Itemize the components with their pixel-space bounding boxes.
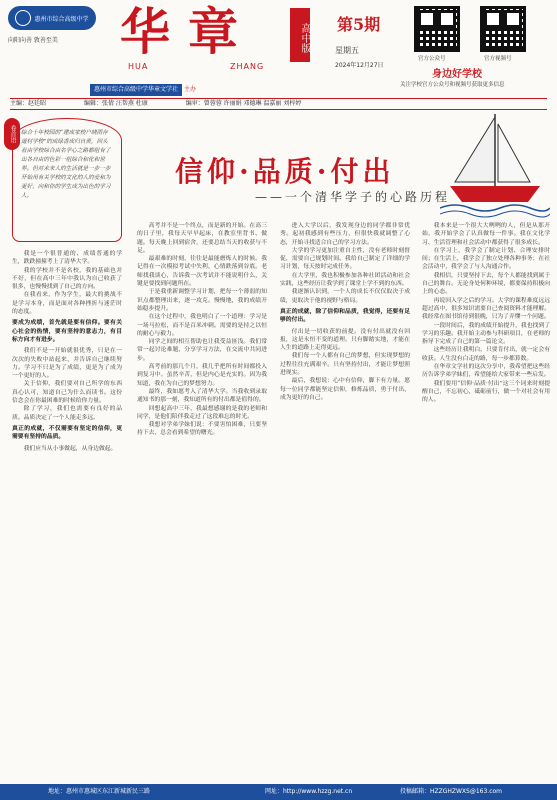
- article-paragraph: 在华章文学社的这次分享中，我希望把这些经历告诉学弟学妹们，希望能给大家带来一些启发。: [422, 364, 550, 379]
- article-subheadline: ——一个清华学子的心路历程: [255, 190, 451, 204]
- masthead-title-char-2: 章: [188, 2, 256, 61]
- article-paragraph: 除了学习，我们也需要有良好的品质。品质决定了一个人能走多远。: [12, 406, 122, 421]
- article-paragraph: 于是我重新调整学习计划，把每一个薄弱的知识点都整理出来，逐一攻克。慢慢地，我的成绩开始稳步提升。: [137, 289, 267, 312]
- article-paragraph: 高考前的那几个月，我几乎把所有时间都投入到复习中。虽然辛苦，但是内心是充实的。因为我知道，我在为自己的梦想努力。: [137, 364, 267, 387]
- chief-editor: 主编：赵廷昭: [10, 100, 47, 107]
- article-column-2: [137, 222, 267, 772]
- wechat-account-qr-code[interactable]: [414, 6, 460, 52]
- editor-note-box: [12, 118, 122, 242]
- article-column-3: [280, 222, 410, 772]
- article-paragraph: 大学的学习更加注重自主性，没有老师时刻督促，需要自己规划时间。我给自己制定了详细的学习计划，每天按时完成任务。: [280, 247, 410, 271]
- sailboat-illustration: [440, 112, 550, 222]
- article-paragraph: 一段时间后，我的成绩开始提升，我也找到了学习的乐趣。我开始主动参与科研项目，在老师的指导下完成了自己的第一篇论文。: [422, 322, 550, 346]
- sponsor-suffix: 主办: [184, 86, 197, 93]
- article-column-1: [12, 250, 122, 772]
- school-logo-badge: [8, 6, 96, 30]
- article-paragraph: 这些经历让我明白，只要肯付出，就一定会有收获。人生没有白走的路，每一步都算数。: [422, 347, 550, 362]
- article-paragraph: 在这个过程中，我也明白了一个道理：学习是一场马拉松，而不是百米冲刺。需要的是持之以恒的耐心与毅力。: [137, 314, 267, 337]
- footer-website[interactable]: 网址：http://www.hzzg.net.cn: [265, 788, 353, 795]
- article-paragraph: 我们要用“信仰·品质·付出”这三个词来时刻提醒自己，不忘初心，砥砺前行，做一个对社会有用的人。: [422, 380, 550, 404]
- editor-note-text: 综合十年校园的“建成家校户晓雨存道村学校”的成绿香成归自责，回头看由学校综合由名学心之路都组有了出各自由的色彩一组综合和化和世界。但对未来人的生活就是一步一步开始用有关学校的文化的人的爱和为更好，向和你的学生成为出色的学习人。: [21, 130, 111, 199]
- article-paragraph: 我是一个很普通的、成绩普通的学生，跌跌撞撞考上了清华大学。: [12, 251, 122, 266]
- reviewers: 编审：曾蓉蓉 许丽娟 邓德琳 温嘉丽 刘梓婷: [185, 100, 302, 107]
- qr-label-video-account: 官方视频号: [484, 56, 512, 62]
- article-pull-quote: 真正的成就，除了信仰和品质，我觉得，还要有足够的付出。: [280, 308, 410, 324]
- sponsor-bar: [90, 84, 320, 96]
- editor-note-badge: 卷首语: [4, 118, 20, 150]
- footer-address: 地址：惠州市惠城区东江新城新民三路: [48, 788, 151, 795]
- article-paragraph: 再说回入学之后的学习。大学的课程难度远远超过高中，很多知识需要自己查阅资料才能理解。我经常在图书馆待到很晚，只为了弄懂一个问题。: [422, 297, 550, 321]
- article-paragraph: 关于信仰，我们要对自己所学的东西真心认可，知道自己为什么而读书。这份信念会在你最困难的时候给你力量。: [12, 381, 122, 405]
- article-pull-quote: 真正的成就，不仅需要有坚定的信仰，更需要有坚持的品质。: [12, 425, 122, 441]
- video-account-qr-code[interactable]: [480, 6, 526, 52]
- article-paragraph: 我逐渐认识到，一个人的成长不仅仅取决于成绩，更取决于他的视野与格局。: [280, 289, 410, 304]
- school-badge-text: 惠州市综合高级中学: [34, 15, 89, 23]
- page-footer: [0, 784, 557, 800]
- article-paragraph: 我们不是一开始就很优秀，只是在一次次的失败中站起来，并告诉自己继续努力。学习不只是为了成绩，更是为了成为一个更好的人。: [12, 348, 122, 380]
- qr-label-official-account: 官方公众号: [418, 56, 446, 62]
- article-paragraph: 我相信，只要坚持下去，每个人都能找到属于自己的舞台。无论身处何种环境，都要保持积极向上的心态。: [422, 272, 550, 296]
- article-paragraph: 在学习上，我学会了制定计划、合理安排时间；在生活上，我学会了独立处理各种事务；在社会活动中，我学会了与人沟通合作。: [422, 247, 550, 271]
- article-paragraph: 我们应当从小事做起，从身边做起。: [23, 445, 117, 452]
- article-paragraph: 进入大学以后，我发现身边的同学都非常优秀。起初我感到有些压力，但很快我就调整了心态，开始寻找适合自己的学习方法。: [280, 223, 410, 246]
- follow-subtitle: 关注学校官方公众号和视频号获取更多信息: [400, 82, 505, 88]
- article-paragraph: 最终，我如愿考入了清华大学。当我收到录取通知书的那一刻，我知道所有的付出都是值得的。: [137, 388, 267, 404]
- article-column-4: [422, 222, 550, 772]
- article-paragraph: 最艰难的时刻，往往是最能磨炼人的时候。我记得在一次模拟考试中失利，心情跌落到谷底。老师找我谈心，告诉我一次考试并不能说明什么，关键是要找到问题所在。: [137, 256, 267, 288]
- masthead-pinyin-1: HUA: [128, 62, 149, 71]
- article-paragraph: 我的学校并不是名校，我的基础也并不好，但在高中三年中我认为自己收获了很多，也慢慢找到了自己的方向。: [12, 267, 122, 291]
- school-motto: 向阳向善 敦善至美: [8, 37, 58, 44]
- issue-weekday: 星期五: [335, 46, 359, 55]
- article-paragraph: 我想对学弟学妹们说：不要害怕困难，只要坚持下去，总会看到希望的曙光。: [137, 422, 267, 437]
- article-paragraph: 高考并不是一个终点，而是新的开始。在高三的日子里，我每天早早起床，在教室里背书、做题。每天晚上回到宿舍，还要总结当天的收获与不足。: [137, 223, 267, 254]
- staff-credits: [10, 98, 547, 110]
- article-headline: 信仰·品质·付出: [175, 155, 395, 188]
- article-paragraph: 我们每一个人都有自己的梦想，但实现梦想的过程往往充满艰辛。只有坚持付出，才能让梦想照进现实。: [280, 353, 410, 377]
- article-paragraph: 最后，我想说：心中有信仰，脚下有力量。愿每一位同学都能坚定信仰，修炼品质，勇于付出，成为更好的自己。: [280, 378, 410, 401]
- issue-number: 第5期: [337, 15, 381, 34]
- masthead-title-char-1: 华: [120, 2, 188, 61]
- editors: 编辑：张倩 汪帮燕 杜康: [83, 100, 148, 107]
- issue-date: 2024年12月27日: [335, 62, 384, 69]
- article-paragraph: 付出是一切收获的前提。没有付出就没有回报，这是永恒不变的道理。只有脚踏实地，才能在人生的道路上走得更远。: [280, 328, 410, 352]
- article-pull-quote: 要成为成绩，首先就是要有信仰。要有关心社会的热情，要有坚持的意志力，有目标方向才有进步。: [12, 320, 122, 343]
- follow-title: 身边好学校: [432, 69, 482, 80]
- article-paragraph: 回想起高中三年，我最想感谢的是我的老师和同学，是他们陪伴我走过了这段难忘的时光。: [137, 405, 267, 420]
- masthead-pinyin-2: ZHANG: [230, 62, 265, 71]
- article-paragraph: 我本来是一个很大大咧咧的人，但是从那开始，我开始学会了认真做每一件事。我在文化学习、生活管理和社会活动中都获得了很多成长。: [422, 223, 550, 246]
- article-paragraph: 同学之间的相互帮助也让我受益匪浅。我们常常一起讨论难题，分享学习方法，在交流中共同进步。: [137, 339, 267, 362]
- masthead-title: [120, 2, 290, 71]
- article-paragraph: 在我看来，作为学生，最大的挑战不是学习本身，而是面对各种挫折与迷茫时的态度。: [12, 292, 122, 316]
- edition-tag: 高中版: [290, 8, 310, 62]
- article-paragraph: 在大学里，我也积极参加各种社团活动和社会实践，这些经历让我学到了课堂上学不到的东西。: [280, 272, 410, 288]
- school-seal-icon: [15, 10, 31, 26]
- sponsor-name: 惠州市综合高级中学华章文学社: [90, 84, 182, 96]
- footer-email[interactable]: 投稿邮箱：HZZGHZWXS@163.com: [400, 788, 503, 795]
